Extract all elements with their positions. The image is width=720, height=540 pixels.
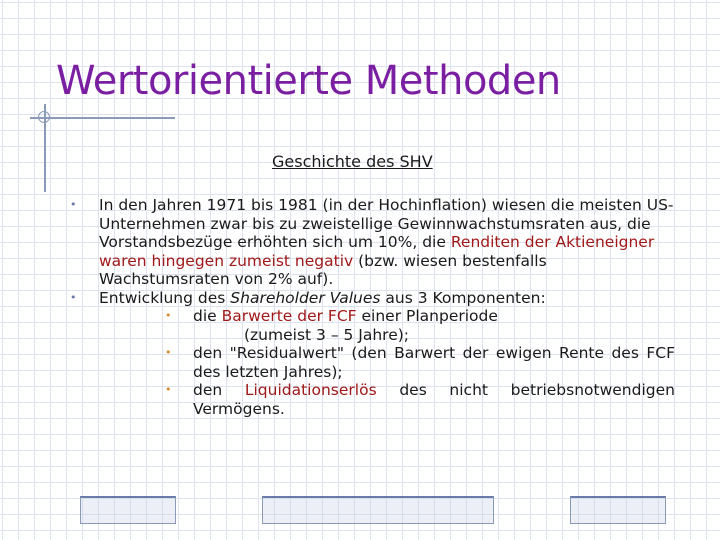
footer-decoration-box	[262, 496, 494, 524]
sub-bullet-item	[165, 381, 675, 418]
bullet-item	[70, 289, 675, 419]
sub-bullet-text: den "Residualwert" (den Barwert der ewigen Rente des FCF des letzten Jahres);	[193, 344, 675, 381]
bullet-highlight: Renditen der Aktieneigner waren hingegen zumeist negativ	[99, 233, 655, 270]
bullet-text: (bzw. wiesen bestenfalls Wachstumsraten von 2% auf).	[99, 251, 547, 288]
bullet-text: Entwicklung des	[99, 288, 231, 307]
sub-bullet-text: des nicht betriebsnotwendigen Vermögens.	[193, 381, 675, 418]
bullet-dot-icon: •	[70, 290, 77, 304]
footer-decoration-box	[570, 496, 666, 524]
sub-bullet-item	[165, 307, 675, 344]
sub-bullet-text: einer Planperiode	[356, 307, 498, 325]
sub-bullet-list	[165, 307, 675, 418]
bullet-text: In den Jahren 1971 bis 1981 (in der Hochinflation) wiesen die meisten US-Unternehmen zwar bis zu zweistellige Gewinnwachstumsraten aus, die Vorstandsbezüge erhöhten sich um 10%, die	[99, 196, 674, 251]
slide-body	[70, 196, 675, 418]
bullet-dot-icon: •	[70, 198, 77, 211]
bullet-text: aus 3 Komponenten:	[380, 288, 546, 307]
sub-bullet-text: die	[193, 307, 222, 325]
sub-bullet-continuation: (zumeist 3 – 5 Jahre);	[244, 325, 410, 344]
footer-decoration-box	[80, 496, 176, 524]
title-ring-ornament	[38, 111, 50, 123]
slide-title: Wertorientierte Methoden	[56, 58, 561, 104]
bullet-emphasis: Shareholder Values	[230, 288, 381, 307]
sub-bullet-dot-icon: •	[165, 346, 172, 359]
sub-bullet-item	[165, 344, 675, 381]
sub-bullet-dot-icon: •	[165, 309, 172, 322]
slide-subtitle: Geschichte des SHV	[272, 152, 433, 171]
sub-bullet-dot-icon: •	[165, 383, 172, 396]
title-underline	[30, 117, 175, 119]
bullet-item	[70, 196, 675, 289]
sub-bullet-highlight: Barwerte der FCF	[221, 307, 357, 325]
sub-bullet-text: den	[193, 381, 245, 399]
sub-bullet-highlight: Liquidationserlös	[244, 381, 377, 399]
